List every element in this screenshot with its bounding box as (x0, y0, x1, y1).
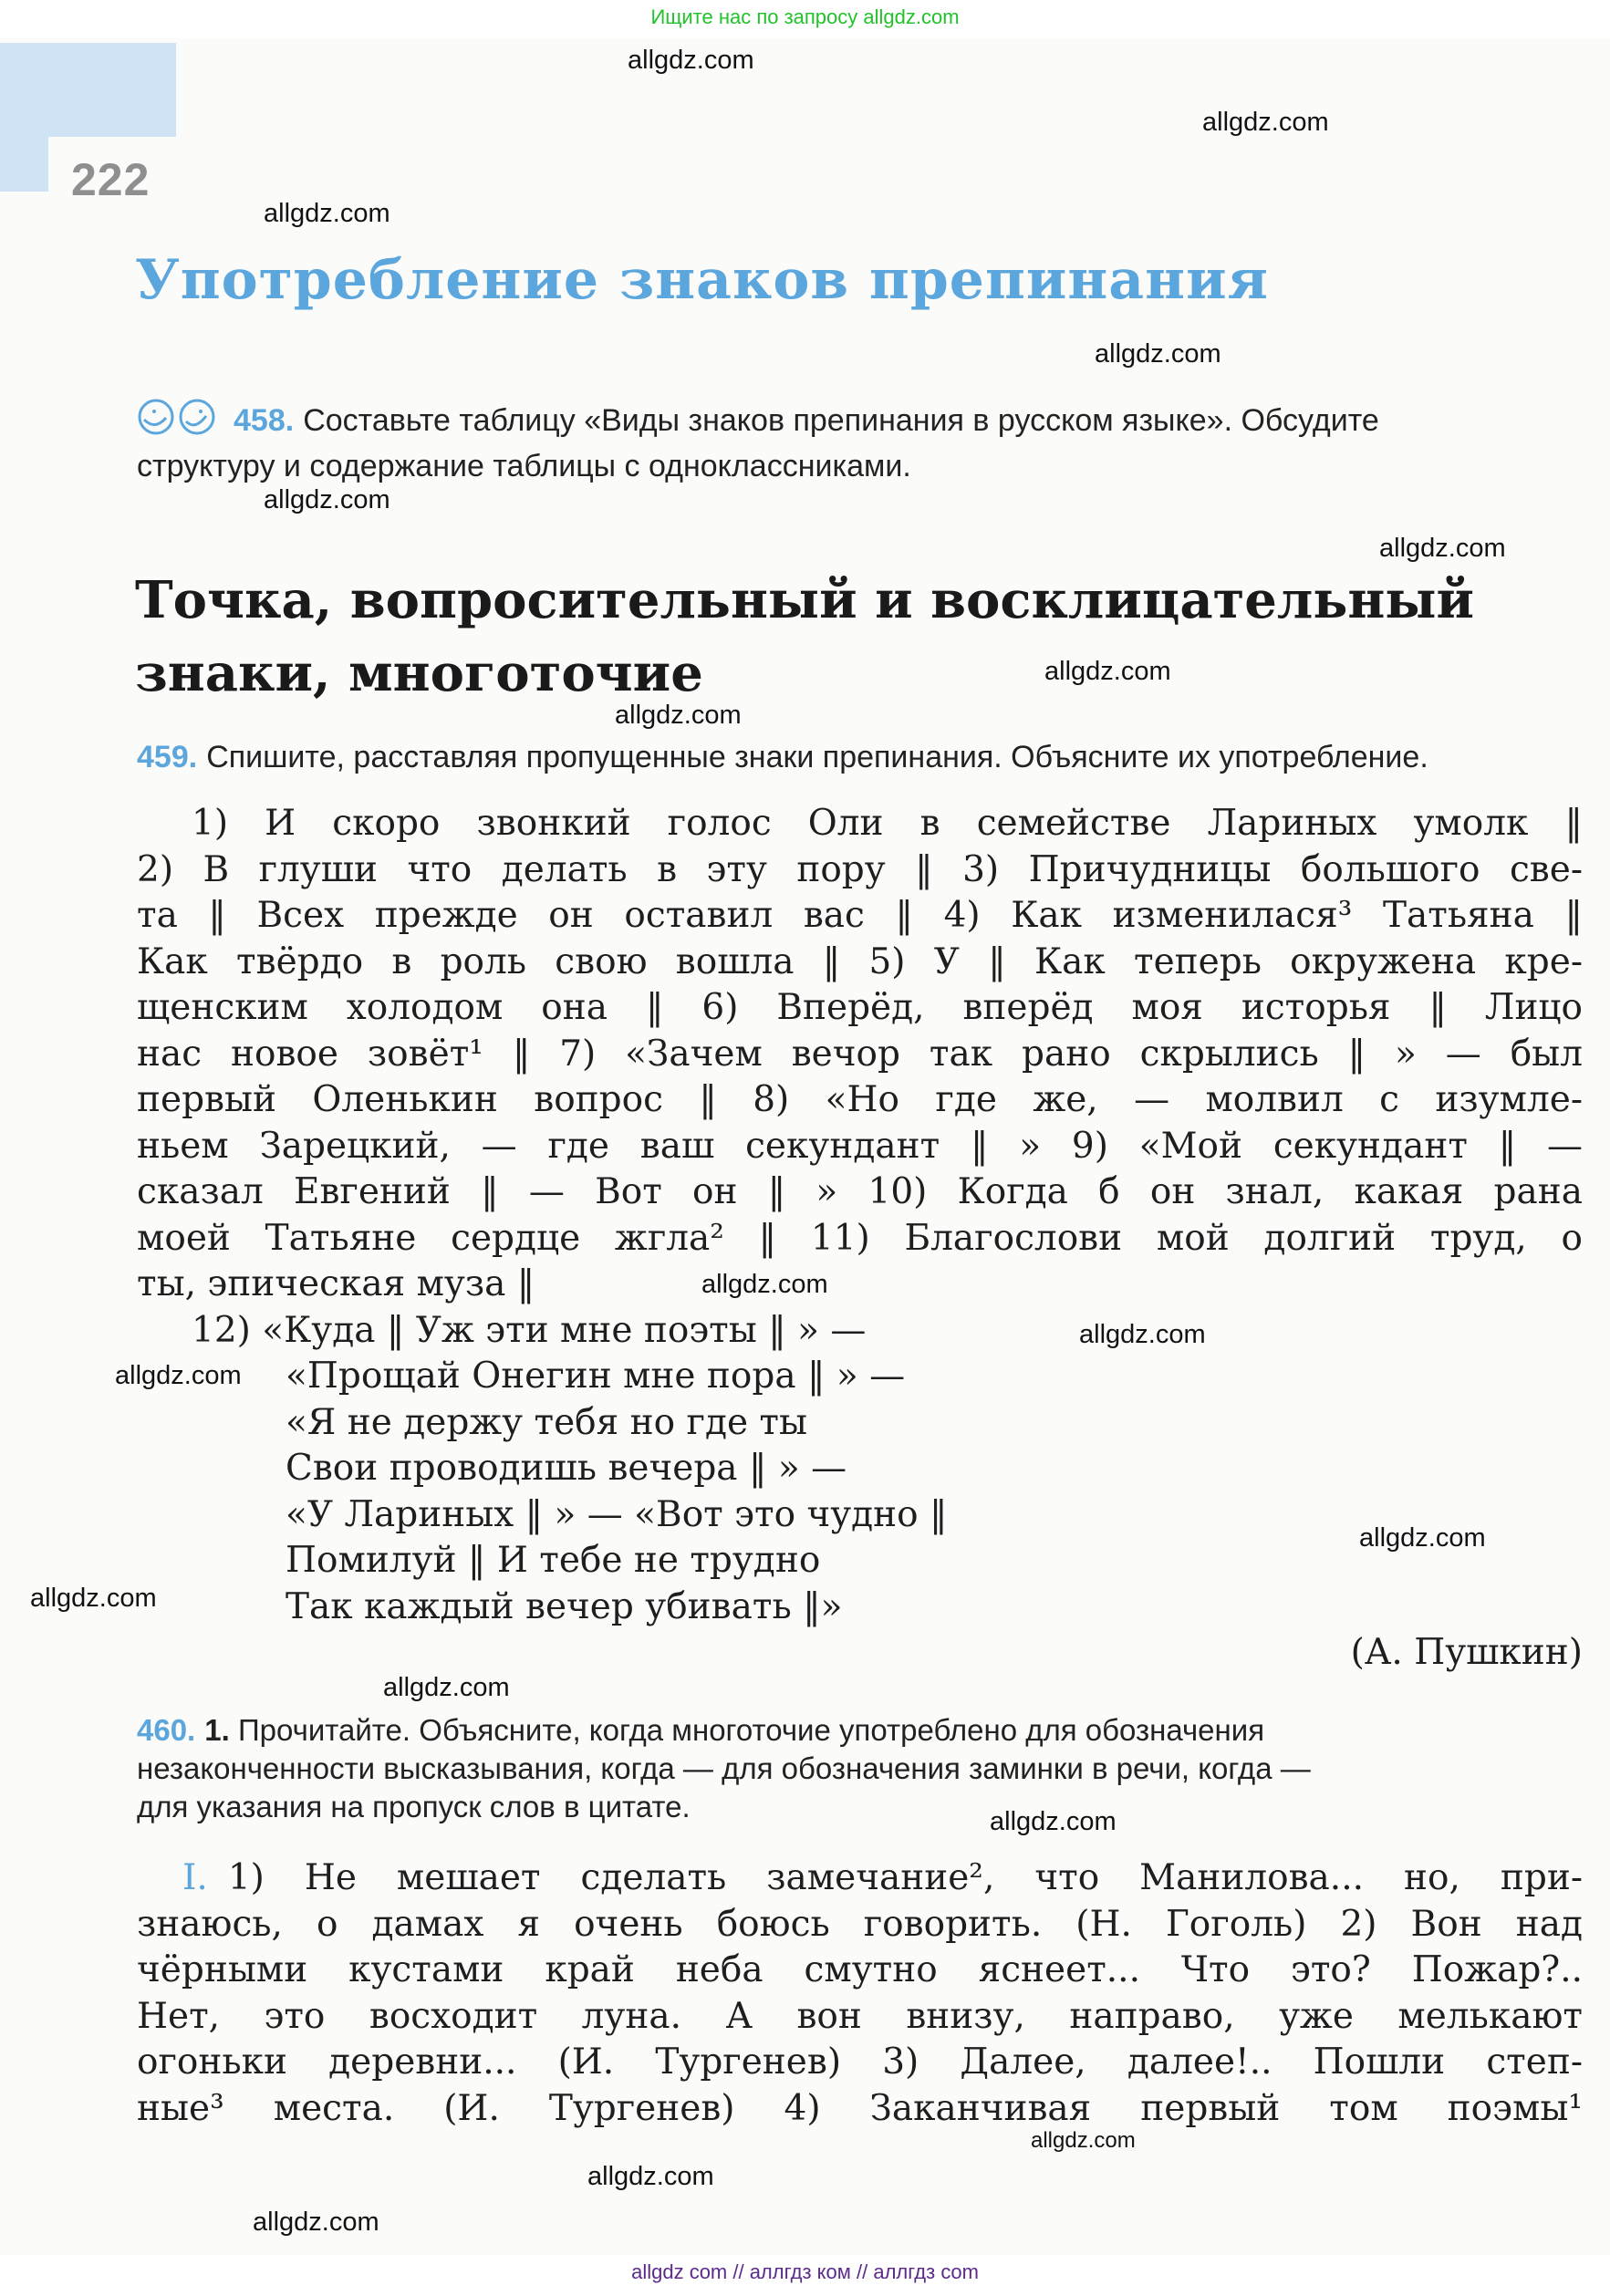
section-title: Употребление знаков препинания (135, 248, 1269, 312)
task-460-text (137, 1855, 1583, 2132)
text-line: щенским холодом она ‖ 6) Вперёд, вперёд моя исторья ‖ Лицо (137, 987, 1583, 1028)
task-459-instruction (137, 737, 1583, 777)
text-line (137, 1855, 1583, 1902)
task-460-instruction (137, 1711, 1583, 1826)
task-number: 460. (137, 1713, 196, 1747)
text-line: Как твёрдо в роль свою вошла ‖ 5) У ‖ Как теперь окружена кре- (137, 940, 1583, 982)
task-458 (137, 398, 1583, 486)
watermark: allgdz.com (383, 1673, 510, 1702)
text-line: ты, эпическая муза ‖ (137, 1263, 535, 1304)
text-line: нас новое зовёт¹ ‖ 7) «Зачем вечор так рано скрылись ‖ » — был (137, 1033, 1583, 1075)
watermark: allgdz.com (1079, 1320, 1206, 1349)
quote-author: (А. Пушкин) (1350, 1632, 1583, 1673)
text-line: Нет, это восходит луна. А вон внизу, направо, уже мелькают (137, 1995, 1583, 2037)
text-line: ные³ места. (И. Тургенев) 4) Заканчивая первый том поэмы¹ (137, 2087, 1583, 2129)
watermark: allgdz.com (115, 1361, 242, 1390)
text-line: сказал Евгений ‖ — Вот он ‖ » 10) Когда б он знал, какая рана (137, 1171, 1583, 1212)
task-text-line: незаконченности высказывания, когда — для обозначения заминки в речи, когда — (137, 1751, 1311, 1785)
page-corner-decoration (0, 43, 176, 137)
verse-line: Свои проводишь вечера ‖ » — (286, 1448, 847, 1489)
task-number: 459. (137, 740, 198, 774)
watermark: allgdz.com (1202, 108, 1329, 137)
watermark: allgdz.com (628, 46, 754, 75)
page-corner-decoration-tab (0, 137, 48, 192)
text-line: 1) И скоро звонкий голос Оли в семействе Лариных умолк ‖ (192, 803, 1583, 844)
task-text-line: Составьте таблицу «Виды знаков препинания в русском языке». Обсудите (303, 403, 1379, 438)
text-line: 2) В глуши что делать в эту пору ‖ 3) Причудницы большого све- (137, 848, 1583, 890)
text-line: моей Татьяне сердце жгла² ‖ 11) Благослови мой долгий труд, о (137, 1217, 1583, 1259)
verse-line: «Я не держу тебя но где ты (286, 1401, 808, 1443)
task-part-number: 1. (204, 1713, 230, 1747)
verse-line: «У Лариных ‖ » — «Вот это чудно ‖ (286, 1493, 948, 1535)
bottom-banner[interactable]: allgdz com // аллгдз ком // аллгдз com (631, 2260, 979, 2283)
watermark: allgdz.com (253, 2208, 379, 2237)
text-line: огоньки деревни... (И. Тургенев) 3) Далее, далее!.. Пошли степ- (137, 2041, 1583, 2083)
top-banner[interactable]: Ищите нас по запросу allgdz.com (650, 5, 960, 28)
page-number: 222 (71, 154, 151, 205)
verse-line: «Прощай Онегин мне пора ‖ » — (286, 1356, 906, 1397)
text-line: ньем Зарецкий, — где ваш секундант ‖ » 9) «Мой секундант ‖ — (137, 1125, 1583, 1167)
watermark: allgdz.com (1359, 1523, 1486, 1553)
text-line-content: 1) Не мешает сделать замечание², что Манилова... но, при- (227, 1857, 1583, 1898)
subsection-title-line: знаки, многоточие (135, 643, 703, 703)
verse-line: 12) «Куда ‖ Уж эти мне поэты ‖ » — (192, 1309, 867, 1351)
watermark: allgdz.com (1379, 534, 1506, 563)
watermark: allgdz.com (1095, 339, 1221, 369)
watermark: allgdz.com (990, 1807, 1117, 1836)
text-line: первый Оленькин вопрос ‖ 8) «Но где же, — молвил с изумле- (137, 1079, 1583, 1120)
pair-work-icon (137, 398, 221, 446)
verse-line: Так каждый вечер убивать ‖» (286, 1585, 843, 1627)
text-line: та ‖ Всех прежде он оставил вас ‖ 4) Как изменилася³ Татьяна ‖ (137, 895, 1583, 936)
subsection-title (135, 564, 1594, 710)
subsection-title-line: Точка, вопросительный и восклицательный (135, 570, 1475, 630)
task-text-line: структуру и содержание таблицы с одноклассниками. (137, 449, 911, 483)
task-text-line: для указания на пропуск слов в цитате. (137, 1790, 691, 1823)
task-instruction: Спишите, расставляя пропущенные знаки препинания. Объясните их употребление. (206, 740, 1428, 774)
text-line: чёрными кустами край неба смутно яснеет... Что это? Пожар?.. (137, 1949, 1583, 1990)
watermark: allgdz.com (1044, 657, 1171, 686)
watermark: allgdz.com (30, 1584, 157, 1613)
watermark: allgdz.com (264, 485, 390, 514)
watermark: allgdz.com (264, 199, 390, 228)
watermark: allgdz.com (587, 2162, 714, 2191)
watermark: allgdz.com (1031, 2128, 1136, 2153)
text-line: знаюсь, о дамах я очень боюсь говорить. (Н. Гоголь) 2) Вон над (137, 1903, 1583, 1945)
watermark: allgdz.com (701, 1270, 828, 1299)
verse-line: Помилуй ‖ И тебе не трудно (286, 1540, 821, 1581)
task-text-line: Прочитайте. Объясните, когда многоточие употреблено для обозначения (237, 1713, 1265, 1747)
watermark: allgdz.com (615, 701, 742, 730)
section-roman-numeral: I. (182, 1857, 208, 1898)
task-number: 458. (234, 403, 295, 438)
